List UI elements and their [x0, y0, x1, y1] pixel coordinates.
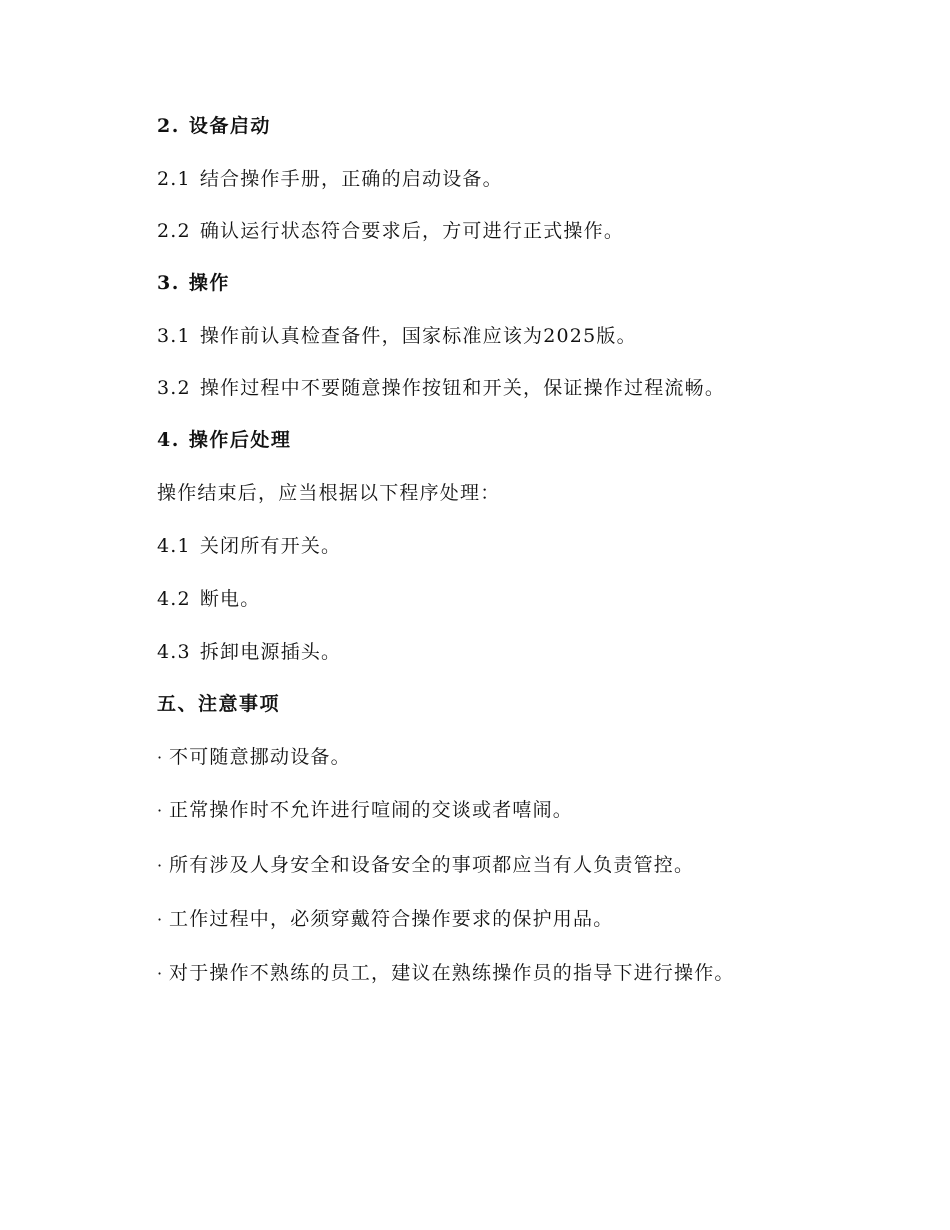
list-item	[157, 376, 725, 400]
item-number: 3.1	[157, 325, 191, 347]
item-text: 操作前认真检查备件，国家标准应该为2025版。	[199, 325, 637, 347]
bullet-text: 工作过程中，必须穿戴符合操作要求的保护用品。	[169, 908, 614, 930]
section-heading-text: 操作	[188, 272, 230, 294]
item-text: 操作过程中不要随意操作按钮和开关，保证操作过程流畅。	[199, 377, 726, 399]
section-heading-2	[157, 114, 271, 138]
list-item	[157, 534, 341, 558]
bullet-text: 正常操作时不允许进行喧闹的交谈或者嘻闹。	[169, 799, 574, 821]
section-heading-3	[157, 271, 230, 295]
item-number: 2.1	[157, 168, 191, 190]
list-item	[157, 587, 260, 611]
list-item	[157, 640, 341, 664]
bullet-symbol: ·	[157, 801, 164, 820]
section-heading-number: 2.	[157, 115, 180, 137]
bullet-text: 不可随意挪动设备。	[169, 746, 351, 768]
list-item	[157, 167, 503, 191]
bullet-item	[157, 745, 351, 770]
section-heading-4	[157, 428, 291, 452]
item-text: 确认运行状态符合要求后，方可进行正式操作。	[199, 220, 625, 242]
item-text: 结合操作手册，正确的启动设备。	[199, 168, 503, 190]
bullet-item	[157, 907, 613, 932]
item-number: 3.2	[157, 377, 191, 399]
item-number: 2.2	[157, 220, 191, 242]
bullet-symbol: ·	[157, 910, 164, 929]
section-heading-number: 4.	[157, 429, 180, 451]
bullet-symbol: ·	[157, 748, 164, 767]
item-text: 拆卸电源插头。	[199, 641, 342, 663]
item-number: 4.3	[157, 641, 191, 663]
bullet-item	[157, 853, 694, 878]
item-text: 关闭所有开关。	[199, 535, 342, 557]
item-number: 4.2	[157, 588, 191, 610]
bullet-symbol: ·	[157, 964, 164, 983]
bullet-symbol: ·	[157, 856, 164, 875]
item-text: 断电。	[199, 588, 261, 610]
section-heading-number: 3.	[157, 272, 180, 294]
bullet-item	[157, 961, 735, 986]
section-intro: 操作结束后，应当根据以下程序处理：	[157, 482, 501, 504]
bullet-text: 对于操作不熟练的员工，建议在熟练操作员的指导下进行操作。	[169, 962, 735, 984]
section-heading-5: 五、注意事项	[157, 693, 281, 715]
item-number: 4.1	[157, 535, 191, 557]
section-heading-text: 设备启动	[188, 115, 271, 137]
bullet-text: 所有涉及人身安全和设备安全的事项都应当有人负责管控。	[169, 854, 695, 876]
list-item	[157, 324, 637, 348]
list-item	[157, 219, 624, 243]
section-heading-text: 操作后处理	[188, 429, 292, 451]
bullet-item	[157, 798, 573, 823]
